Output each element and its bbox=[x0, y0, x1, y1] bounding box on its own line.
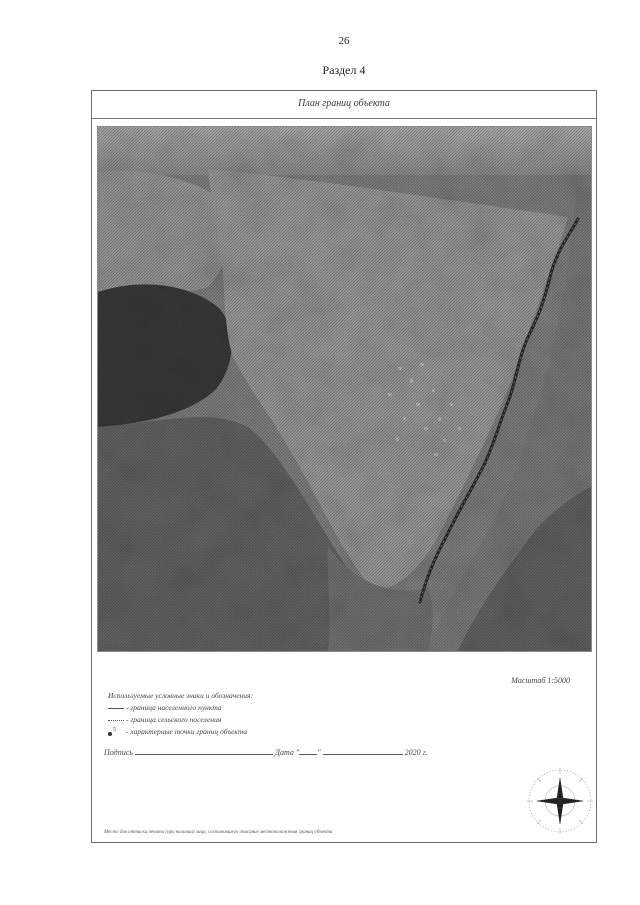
legend-item-settlement-boundary bbox=[108, 702, 253, 714]
signature-line bbox=[104, 746, 428, 757]
date-label: Дата bbox=[274, 748, 294, 757]
legend bbox=[108, 690, 253, 738]
solid-line-icon bbox=[108, 708, 124, 709]
legend-item-label: - граница сельского поселения bbox=[126, 715, 222, 724]
month-blank bbox=[323, 746, 403, 755]
title-divider bbox=[92, 118, 596, 119]
legend-item-label: - характерные точки границ объекта bbox=[126, 727, 248, 736]
date-quote-open: " bbox=[295, 748, 300, 757]
point-number: 5 bbox=[113, 727, 116, 734]
year-label: 2020 г. bbox=[404, 748, 428, 757]
footer-note: Место для оттиска печати (при наличии) лица, составившего описание местоположения границ объекта bbox=[104, 830, 333, 835]
plan-title: План границ объекта bbox=[298, 98, 390, 109]
map-scale: Масштаб 1:5000 bbox=[511, 676, 570, 685]
legend-item-label: - граница населенного пункта bbox=[126, 703, 222, 712]
satellite-map bbox=[97, 126, 592, 652]
legend-item-boundary-points bbox=[108, 726, 253, 738]
point-marker-icon bbox=[108, 727, 124, 737]
signature-blank bbox=[135, 746, 273, 755]
plan-frame bbox=[91, 90, 597, 843]
compass-rose-icon bbox=[525, 766, 595, 841]
date-quote-close: " bbox=[317, 748, 321, 757]
signature-label: Подпись bbox=[104, 748, 133, 757]
day-blank bbox=[299, 746, 317, 755]
page-number: 26 bbox=[338, 35, 350, 47]
legend-item-rural-boundary bbox=[108, 714, 253, 726]
legend-heading: Используемые условные знаки и обозначения: bbox=[108, 691, 253, 700]
dotted-line-icon bbox=[108, 720, 124, 721]
section-title: Раздел 4 bbox=[322, 63, 366, 77]
